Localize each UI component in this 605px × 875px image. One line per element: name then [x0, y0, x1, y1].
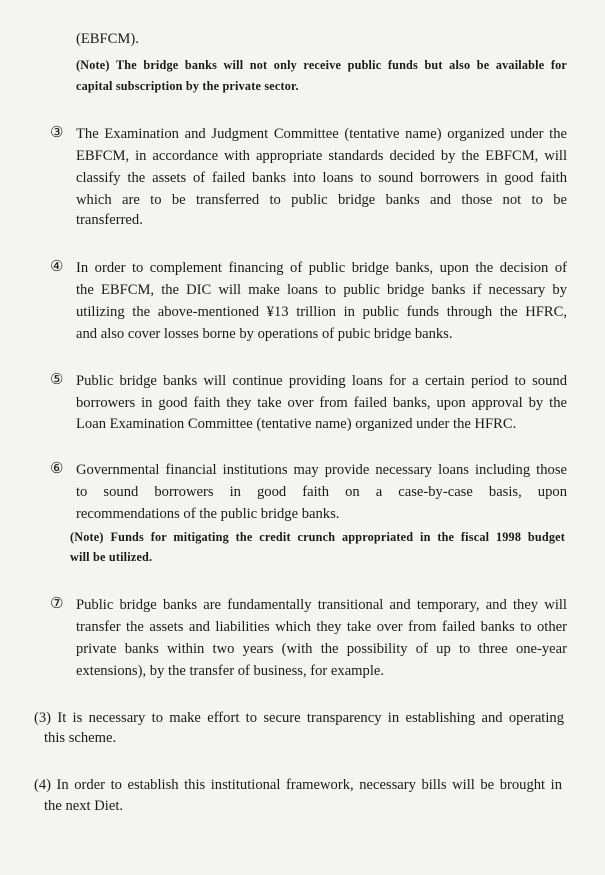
item-5-line: borrowers in good faith they take over from failed banks, upon approval by the: [76, 395, 567, 411]
section-4-line: (4) In order to establish this institutional framework, necessary bills will be brought in: [34, 777, 562, 793]
item-4-line: utilizing the above-mentioned ¥13 trillion in public funds through the HFRC,: [76, 304, 567, 320]
item-marker-7: ⑦: [50, 596, 64, 612]
item-4-line: and also cover losses borne by operations of pubic bridge banks.: [76, 326, 453, 342]
item-4-line: In order to complement financing of public bridge banks, upon the decision of: [76, 260, 567, 276]
item-7-line: extensions), by the transfer of business, for example.: [76, 663, 385, 679]
note-text: (Note) The bridge banks will not only receive public funds but also be available for: [76, 58, 567, 72]
item-marker-6: ⑥: [50, 461, 64, 477]
item-3-line: which are to be transferred to public bridge banks and those not to be: [76, 192, 567, 208]
item-5-line: Public bridge banks will continue providing loans for a certain period to sound: [76, 373, 567, 389]
note-text: will be utilized.: [70, 550, 153, 564]
item-6-line: Governmental financial institutions may provide necessary loans including those: [76, 462, 567, 478]
item-3-line: classify the assets of failed banks into loans to sound borrowers in good faith: [76, 170, 567, 186]
item-marker-3: ③: [50, 125, 64, 141]
item-3-line: EBFCM, in accordance with appropriate standards decided by the EBFCM, will: [76, 148, 567, 164]
note-text: capital subscription by the private sector.: [76, 79, 299, 93]
item-5-line: Loan Examination Committee (tentative name) organized under the HFRC.: [76, 416, 517, 432]
item-6-line: recommendations of the public bridge banks.: [76, 506, 340, 522]
item-3-line: The Examination and Judgment Committee (tentative name) organized under the: [76, 126, 567, 142]
section-3-line: (3) It is necessary to make effort to secure transparency in establishing and operating: [34, 710, 564, 726]
item-3-line: transferred.: [76, 212, 143, 228]
note-text: (Note) Funds for mitigating the credit crunch appropriated in the fiscal 1998 budget: [70, 530, 565, 544]
item-7-line: transfer the assets and liabilities which they take over from failed banks to other: [76, 619, 567, 635]
item-7-line: private banks within two years (with the possibility of up to three one-year: [76, 641, 567, 657]
item-7-line: Public bridge banks are fundamentally transitional and temporary, and they will: [76, 597, 567, 613]
section-4-line: the next Diet.: [44, 798, 124, 814]
item-4-line: the EBFCM, the DIC will make loans to public bridge banks if necessary by: [76, 282, 567, 298]
item-6-line: to sound borrowers in good faith on a case-by-case basis, upon: [76, 484, 567, 500]
item-marker-4: ④: [50, 259, 64, 275]
continuation-text: (EBFCM).: [76, 31, 139, 47]
item-marker-5: ⑤: [50, 372, 64, 388]
section-3-line: this scheme.: [44, 730, 117, 746]
